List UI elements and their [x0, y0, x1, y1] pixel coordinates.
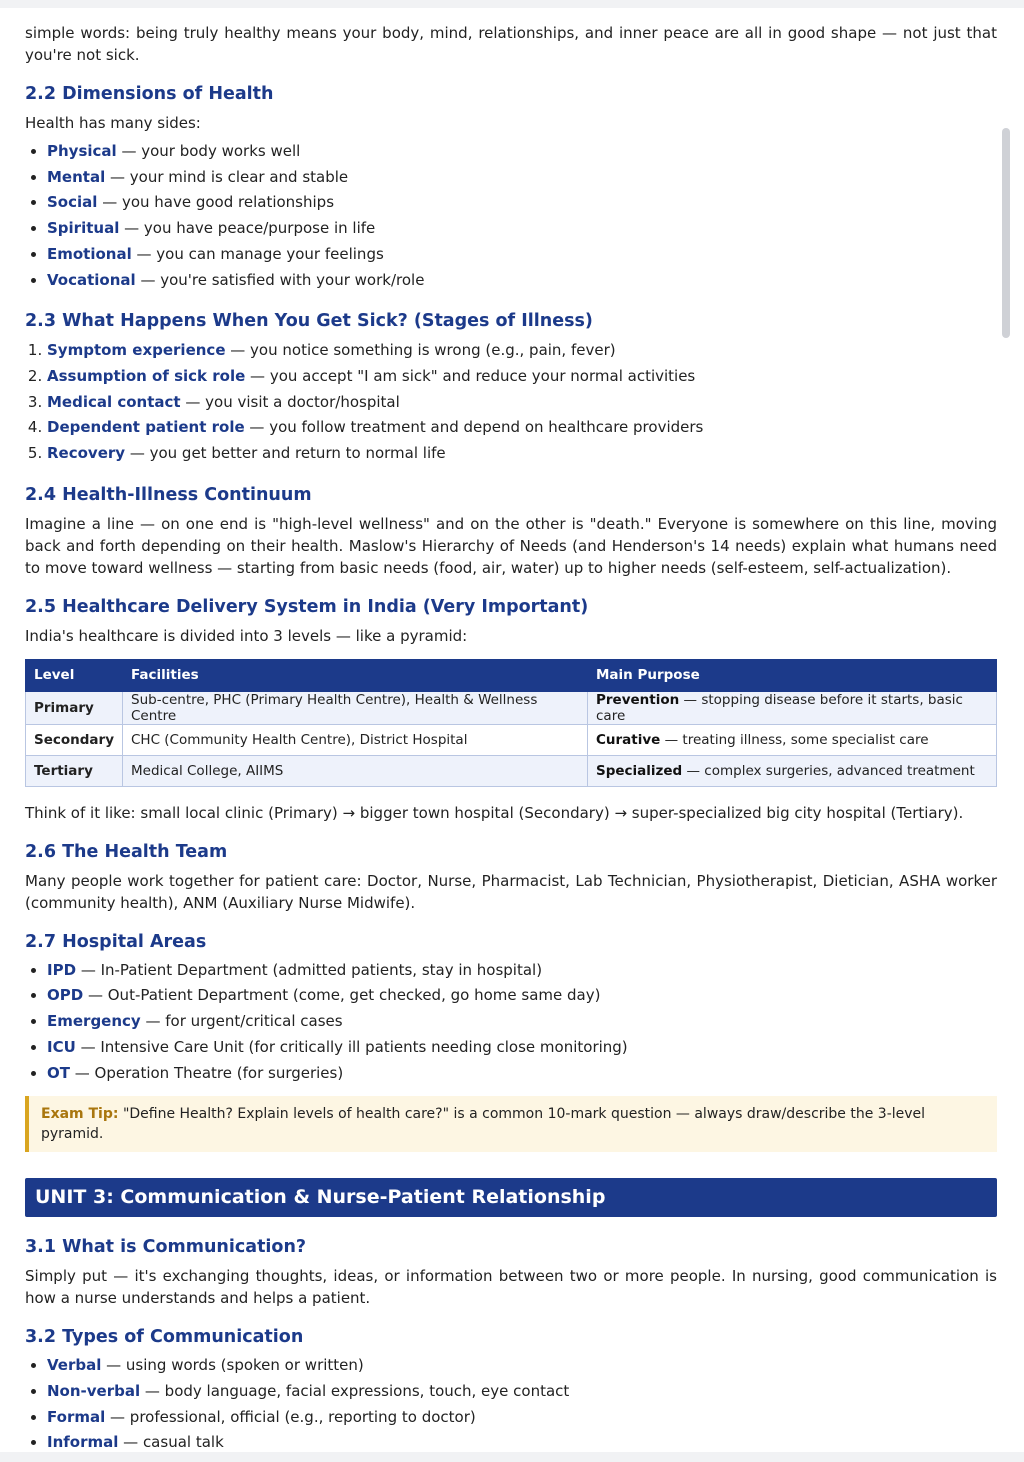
list-item	[47, 983, 997, 1009]
list-item-text: — Operation Theatre (for surgeries)	[74, 1063, 344, 1082]
section-2-4-text: Imagine a line — on one end is "high-level wellness" and on the other is "death." Everyone is somewhere on this line, moving back and forth depending on their health. Maslow's Hierarchy of Needs (and Henderson's 14 needs) explain what humans need to move toward wellness — starting from basic needs (food, air, water) up to higher needs (self-esteem, self-actualization).	[25, 514, 997, 577]
list-item-term: Emotional	[47, 244, 132, 263]
purpose-term: Curative	[596, 731, 661, 748]
list-item-term: Non-verbal	[47, 1381, 141, 1400]
list-item-term: Vocational	[47, 270, 136, 289]
list-item	[47, 1009, 997, 1035]
purpose-term: Specialized	[596, 762, 683, 779]
list-item	[47, 1061, 997, 1087]
section-heading-2-3: 2.3 What Happens When You Get Sick? (Stages of Illness)	[25, 311, 593, 332]
table-row	[26, 755, 997, 786]
list-item-term: ICU	[47, 1037, 76, 1056]
list-item	[47, 364, 997, 390]
purpose-term: Prevention	[596, 691, 680, 708]
purpose-text: — treating illness, some specialist care	[664, 731, 929, 748]
table-cell-facilities: CHC (Community Health Centre), District Hospital	[123, 724, 588, 755]
list-item-term: OT	[47, 1063, 70, 1082]
list-item-term: Mental	[47, 167, 106, 186]
list-item-text: — using words (spoken or written)	[106, 1356, 364, 1375]
list-item-text: — casual talk	[123, 1433, 224, 1452]
table-header-cell: Level	[26, 659, 123, 691]
list-item-term: Emergency	[47, 1012, 141, 1031]
list-item	[47, 1353, 997, 1379]
list-item-text: — you have good relationships	[102, 193, 335, 212]
dimensions-list	[25, 139, 997, 293]
vertical-scrollbar-thumb[interactable]	[1002, 128, 1010, 338]
section-2-5-lead: India's healthcare is divided into 3 levels — like a pyramid:	[25, 626, 468, 645]
list-item-text: — you follow treatment and depend on healthcare providers	[249, 418, 704, 437]
hospital-areas-list	[25, 958, 997, 1087]
communication-types-list	[25, 1353, 997, 1452]
table-cell-level: Primary	[26, 691, 123, 724]
list-item-term: Medical contact	[47, 392, 181, 411]
list-item	[47, 165, 997, 191]
list-item-text: — Out-Patient Department (come, get checked, go home same day)	[87, 986, 601, 1005]
section-2-2-lead: Health has many sides:	[25, 114, 201, 132]
list-item-text: — you get better and return to normal life	[129, 444, 446, 463]
list-item-term: Physical	[47, 142, 117, 160]
list-item-term: Spiritual	[47, 219, 120, 238]
list-item-term: Recovery	[47, 444, 126, 463]
section-heading-3-1: 3.1 What is Communication?	[25, 1237, 307, 1258]
list-item-term: Verbal	[47, 1356, 102, 1375]
table-header-row	[26, 659, 997, 691]
table-cell-facilities: Sub-centre, PHC (Primary Health Centre), Health & Wellness Centre	[123, 691, 588, 724]
list-item	[47, 1405, 997, 1431]
healthcare-levels-table	[25, 659, 997, 787]
section-3-1-text: Simply put — it's exchanging thoughts, ideas, or information between two or more people. In nursing, good communication is how a nurse understands and helps a patient.	[25, 1267, 997, 1308]
list-item-text: — Intensive Care Unit (for critically ill patients needing close monitoring)	[80, 1037, 628, 1056]
list-item	[47, 216, 997, 242]
document-content	[25, 8, 997, 1452]
document-page	[0, 8, 1024, 1452]
section-heading-2-4: 2.4 Health-Illness Continuum	[25, 484, 312, 505]
list-item-term: Dependent patient role	[47, 418, 245, 437]
list-item	[47, 1035, 997, 1061]
list-item	[47, 1379, 997, 1405]
list-item-text: — you're satisfied with your work/role	[140, 270, 425, 289]
list-item	[47, 139, 997, 165]
section-heading-3-2: 3.2 Types of Communication	[25, 1327, 304, 1348]
table-cell-purpose	[588, 691, 997, 724]
table-row	[26, 691, 997, 724]
list-item-text: — you notice something is wrong (e.g., pain, fever)	[230, 341, 616, 360]
section-2-5-after: Think of it like: small local clinic (Primary) → bigger town hospital (Secondary) → super-specialized big city hospital (Tertiary).	[25, 803, 964, 822]
list-item-text: — for urgent/critical cases	[145, 1012, 343, 1031]
list-item-term: Symptom experience	[47, 341, 226, 360]
list-item	[47, 390, 997, 416]
table-cell-level: Tertiary	[26, 755, 123, 786]
exam-tip-text: "Define Health? Explain levels of health care?" is a common 10-mark question — always draw/describe the 3-level pyramid.	[41, 1106, 926, 1143]
list-item	[47, 441, 997, 467]
list-item-text: — professional, official (e.g., reporting to doctor)	[110, 1407, 476, 1426]
table-cell-purpose	[588, 755, 997, 786]
list-item-term: Formal	[47, 1407, 106, 1426]
list-item-text: — you have peace/purpose in life	[124, 219, 376, 238]
list-item-text: — your body works well	[121, 142, 301, 160]
list-item-text: — you can manage your feelings	[136, 244, 384, 263]
list-item-term: Social	[47, 193, 98, 212]
list-item	[47, 268, 997, 294]
list-item-text: — your mind is clear and stable	[110, 167, 349, 186]
list-item-term: Assumption of sick role	[47, 366, 246, 385]
list-item	[47, 242, 997, 268]
table-row	[26, 724, 997, 755]
section-heading-2-2: 2.2 Dimensions of Health	[25, 84, 274, 104]
exam-tip-label: Exam Tip:	[41, 1106, 119, 1123]
list-item-text: — you visit a doctor/hospital	[185, 392, 400, 411]
list-item-text: — In-Patient Department (admitted patients, stay in hospital)	[80, 960, 543, 979]
list-item-term: IPD	[47, 960, 77, 979]
list-item	[47, 338, 997, 364]
table-header-cell: Main Purpose	[588, 659, 997, 691]
section-heading-2-6: 2.6 The Health Team	[25, 841, 228, 862]
list-item-text: — you accept "I am sick" and reduce your normal activities	[250, 366, 696, 385]
section-2-6-text: Many people work together for patient care: Doctor, Nurse, Pharmacist, Lab Technician, Physiotherapist, Dietician, ASHA worker (community health), ANM (Auxiliary Nurse Midwife).	[25, 871, 997, 912]
table-header-cell: Facilities	[123, 659, 588, 691]
stages-list	[25, 338, 997, 467]
section-heading-2-5: 2.5 Healthcare Delivery System in India (Very Important)	[25, 596, 589, 617]
intro-paragraph: simple words: being truly healthy means your body, mind, relationships, and inner peace are all in good shape — not just that you're not sick.	[25, 24, 997, 64]
section-heading-2-7: 2.7 Hospital Areas	[25, 931, 207, 952]
list-item	[47, 958, 997, 984]
table-cell-facilities: Medical College, AIIMS	[123, 755, 588, 786]
list-item	[47, 190, 997, 216]
unit-3-banner: UNIT 3: Communication & Nurse-Patient Relationship	[25, 1178, 997, 1217]
purpose-text: — complex surgeries, advanced treatment	[686, 762, 975, 779]
table-cell-level: Secondary	[26, 724, 123, 755]
list-item	[47, 415, 997, 441]
list-item-term: Informal	[47, 1433, 119, 1452]
exam-tip-box	[25, 1096, 997, 1152]
purpose-text: — stopping disease before it starts, basic care	[596, 691, 963, 724]
list-item	[47, 1430, 997, 1452]
list-item-text: — body language, facial expressions, touch, eye contact	[144, 1381, 570, 1400]
table-cell-purpose	[588, 724, 997, 755]
list-item-term: OPD	[47, 986, 84, 1005]
